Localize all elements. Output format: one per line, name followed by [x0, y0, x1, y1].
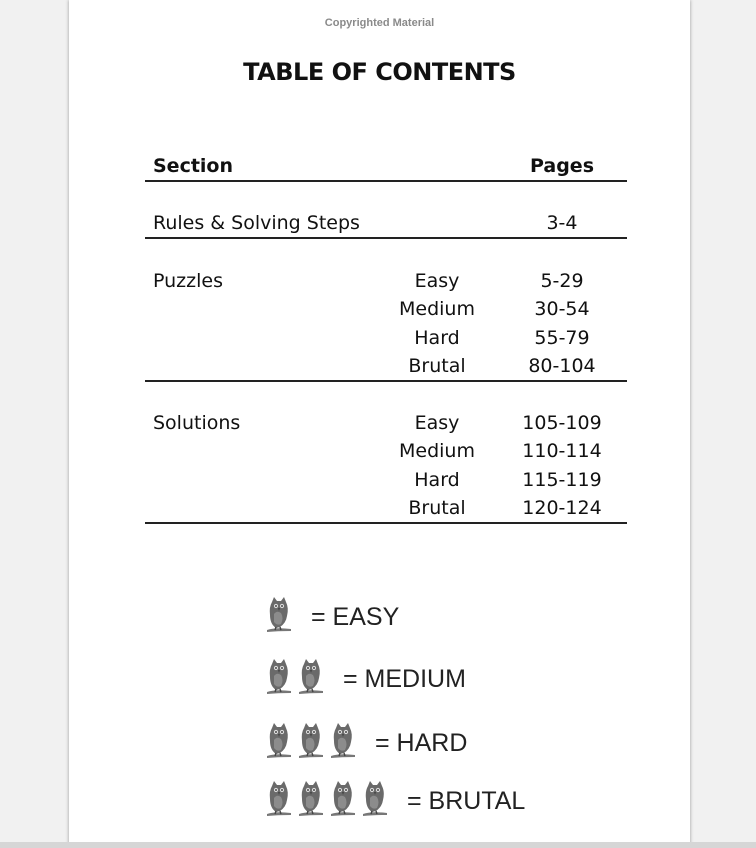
- copyright-notice: Copyrighted Material: [324, 17, 435, 29]
- owl-group: [265, 722, 361, 764]
- legend-label: = BRUTAL: [407, 786, 526, 815]
- owl-icon: [265, 658, 293, 696]
- legend-label: = MEDIUM: [343, 664, 466, 693]
- owl-icon: [329, 780, 357, 818]
- solutions-pages: 110-114: [522, 440, 602, 462]
- owl-icon: [361, 780, 389, 818]
- owl-icon: [297, 722, 325, 760]
- solutions-pages: 115-119: [522, 469, 602, 491]
- page-title: TABLE OF CONTENTS: [243, 58, 516, 86]
- puzzles-pages: 30-54: [534, 298, 590, 320]
- owl-icon: [265, 780, 293, 818]
- puzzles-section-label: Puzzles: [153, 270, 223, 292]
- legend-label: = EASY: [311, 602, 400, 631]
- solutions-section-label: Solutions: [153, 412, 241, 434]
- rules-section-label: Rules & Solving Steps: [153, 212, 360, 234]
- solutions-level: Medium: [399, 440, 475, 462]
- puzzles-level: Hard: [414, 327, 460, 349]
- divider: [145, 180, 627, 182]
- puzzles-pages: 55-79: [534, 327, 590, 349]
- owl-icon: [297, 780, 325, 818]
- divider: [145, 380, 627, 382]
- rules-pages: 3-4: [546, 212, 578, 234]
- solutions-level: Hard: [414, 469, 460, 491]
- solutions-pages: 105-109: [522, 412, 602, 434]
- owl-group: [265, 658, 329, 700]
- page-bottom-edge: [0, 842, 756, 848]
- legend-label: = HARD: [375, 728, 468, 757]
- puzzles-pages: 80-104: [528, 355, 596, 377]
- divider: [145, 522, 627, 524]
- owl-icon: [329, 722, 357, 760]
- owl-icon: [297, 658, 325, 696]
- puzzles-pages: 5-29: [540, 270, 584, 292]
- puzzles-level: Brutal: [408, 355, 466, 377]
- owl-group: [265, 780, 393, 822]
- divider: [145, 237, 627, 239]
- solutions-level: Easy: [414, 412, 460, 434]
- solutions-pages: 120-124: [522, 497, 602, 519]
- legend-medium: [265, 658, 466, 700]
- legend-easy: [265, 596, 399, 638]
- owl-icon: [265, 722, 293, 760]
- owl-icon: [265, 596, 293, 634]
- book-page: [69, 0, 690, 848]
- pages-header: Pages: [529, 155, 595, 177]
- legend-brutal: [265, 780, 525, 822]
- legend-hard: [265, 722, 467, 764]
- section-header: Section: [153, 155, 234, 177]
- puzzles-level: Easy: [414, 270, 460, 292]
- solutions-level: Brutal: [408, 497, 466, 519]
- puzzles-level: Medium: [399, 298, 475, 320]
- owl-group: [265, 596, 297, 638]
